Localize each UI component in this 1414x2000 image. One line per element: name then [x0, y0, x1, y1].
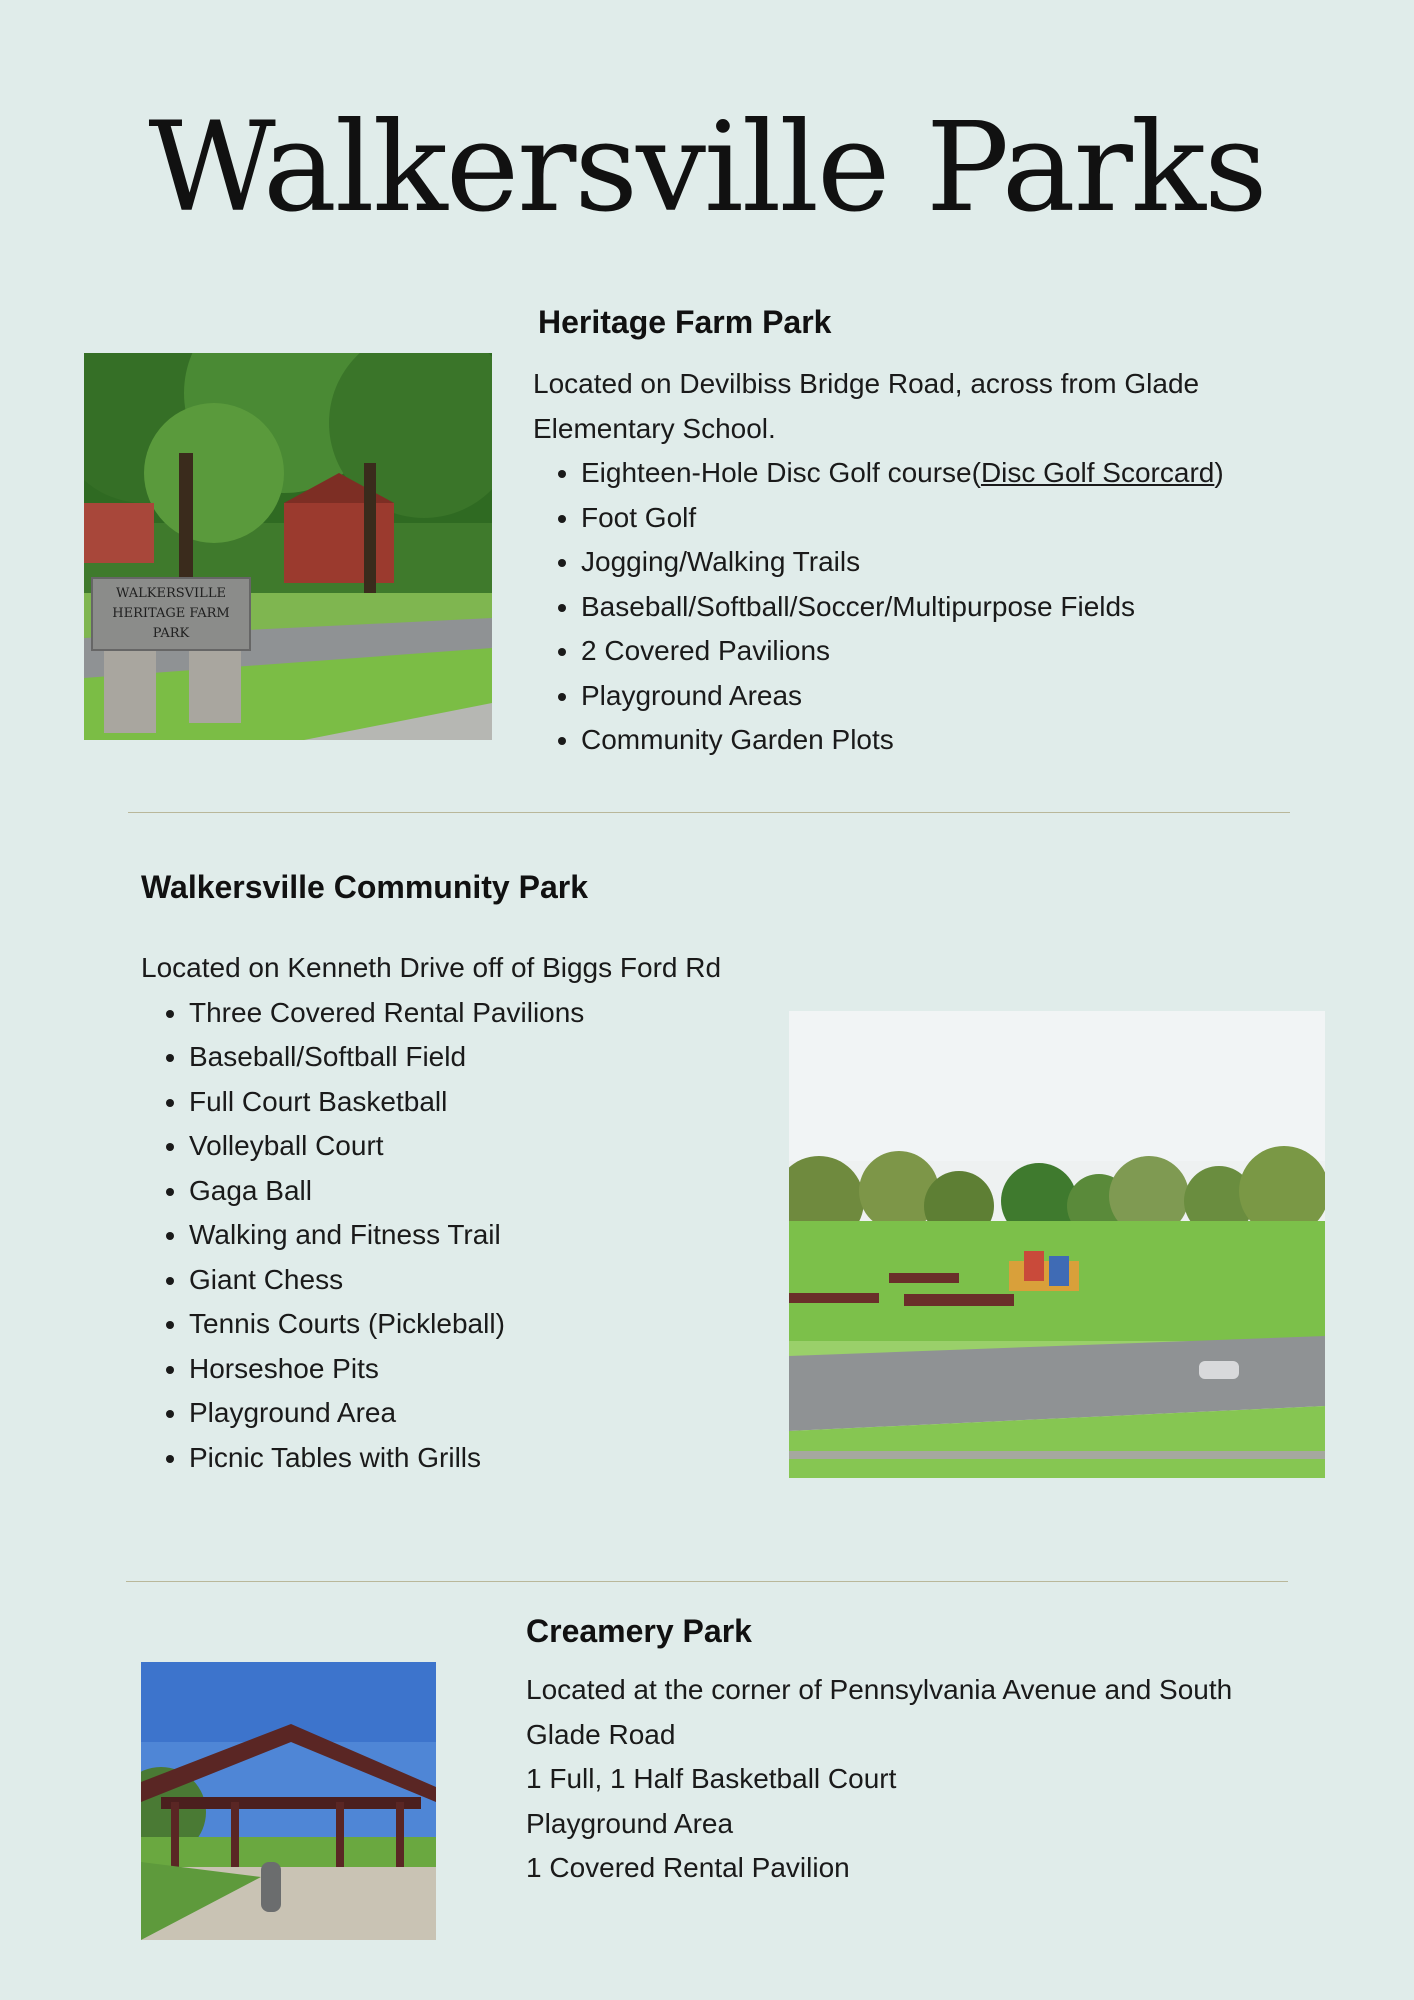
- park-sign-line: HERITAGE FARM PARK: [112, 606, 230, 641]
- park-heading-heritage-farm: Heritage Farm Park: [538, 304, 832, 340]
- section-divider: [126, 1581, 1288, 1582]
- park-sign-line: WALKERSVILLE: [116, 586, 226, 601]
- list-item: • Giant Chess: [189, 1258, 781, 1303]
- list-item: • Walking and Fitness Trail: [189, 1213, 781, 1258]
- list-item: • Foot Golf: [581, 496, 1293, 541]
- heritage-farm-details: [533, 362, 1293, 763]
- park-amenity-line: 1 Covered Rental Pavilion: [526, 1852, 850, 1883]
- community-park-details: [141, 946, 781, 1480]
- disc-golf-close: ): [1214, 457, 1224, 488]
- list-item: • Three Covered Rental Pavilions: [189, 991, 781, 1036]
- list-item: • Baseball/Softball Field: [189, 1035, 781, 1080]
- list-item: • Community Garden Plots: [581, 718, 1293, 763]
- list-item: • Horseshoe Pits: [189, 1347, 781, 1392]
- list-item: • 2 Covered Pavilions: [581, 629, 1293, 674]
- list-item: • Baseball/Softball/Soccer/Multipurpose Fields: [581, 585, 1293, 630]
- list-item: • Picnic Tables with Grills: [189, 1436, 781, 1481]
- community-park-photo: [789, 1011, 1325, 1478]
- list-item: • Gaga Ball: [189, 1169, 781, 1214]
- heritage-farm-park-photo: [84, 353, 492, 740]
- amenity-list: [533, 451, 1293, 763]
- section-divider: [128, 812, 1290, 813]
- park-amenity-line: 1 Full, 1 Half Basketball Court: [526, 1763, 897, 1794]
- list-item: • Jogging/Walking Trails: [581, 540, 1293, 585]
- list-item: • Full Court Basketball: [189, 1080, 781, 1125]
- disc-golf-scorecard-link[interactable]: Disc Golf Scorcard: [980, 457, 1215, 488]
- park-heading-community-park: Walkersville Community Park: [141, 869, 588, 905]
- park-sign: [94, 584, 248, 644]
- amenity-list: [141, 991, 781, 1481]
- creamery-park-details: [526, 1668, 1266, 1891]
- park-amenity-line: Playground Area: [526, 1807, 734, 1839]
- page-title: Walkersville Parks: [148, 96, 1266, 240]
- list-item: • Tennis Courts (Pickleball): [189, 1302, 781, 1347]
- park-heading-creamery-park: Creamery Park: [526, 1613, 752, 1649]
- park-location: Located on Devilbiss Bridge Road, across from Glade Elementary School.: [533, 368, 1200, 444]
- list-item: • Volleyball Court: [189, 1124, 781, 1169]
- list-item: • Playground Areas: [581, 674, 1293, 719]
- park-location: Located at the corner of Pennsylvania Avenue and South Glade Road: [526, 1674, 1233, 1750]
- list-item: [581, 451, 1293, 496]
- disc-golf-text: Eighteen-Hole Disc Golf course(: [581, 457, 981, 488]
- park-location: Located on Kenneth Drive off of Biggs Ford Rd: [141, 952, 722, 983]
- creamery-park-photo: [141, 1662, 436, 1940]
- list-item: • Playground Area: [189, 1391, 781, 1436]
